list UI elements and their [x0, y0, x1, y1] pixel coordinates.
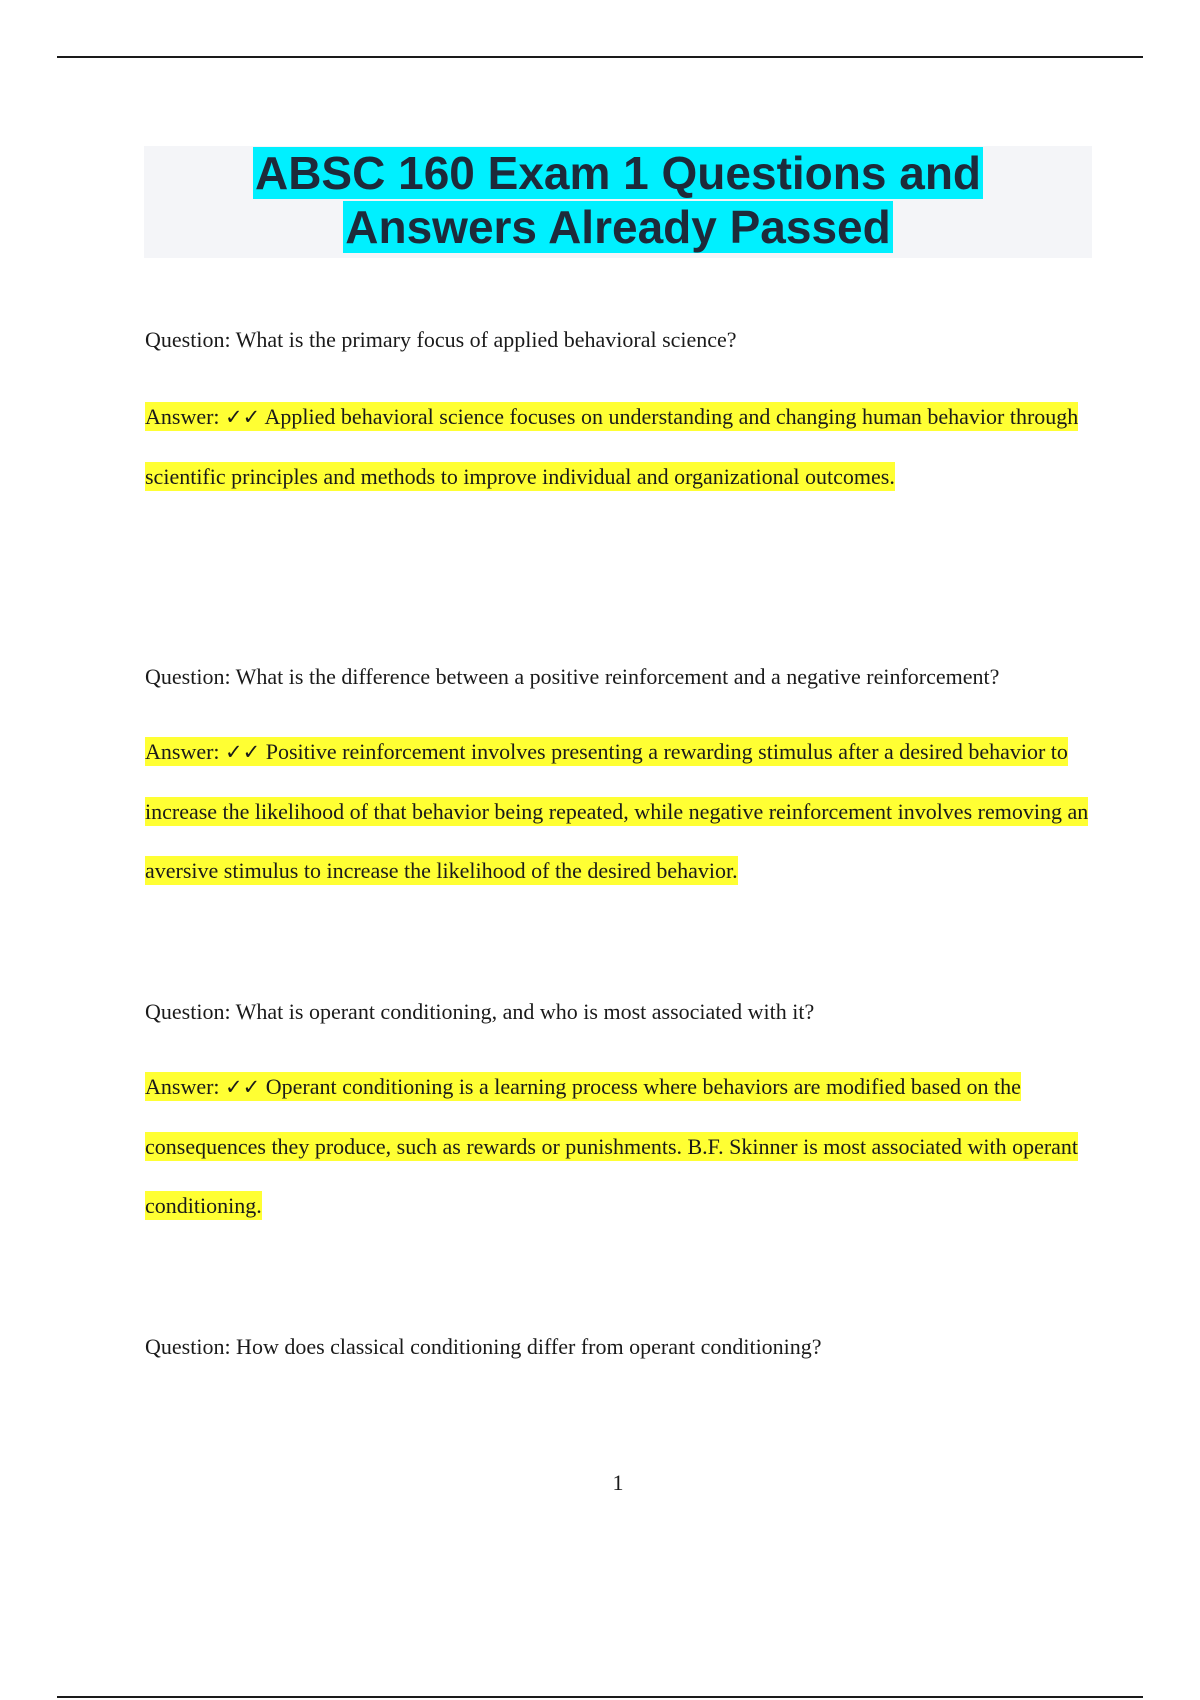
title-line-2: Answers Already Passed — [345, 201, 891, 253]
qa-item-3 — [145, 998, 1095, 1235]
answer-highlight — [145, 1072, 1078, 1220]
title-banner — [144, 146, 1092, 258]
question-text: Question: What is operant conditioning, and who is most associated with it? — [145, 999, 815, 1024]
answer-highlight — [145, 737, 1088, 885]
title-line-1: ABSC 160 Exam 1 Questions and — [254, 147, 982, 199]
document-title — [144, 146, 1092, 254]
page-number: 1 — [612, 1470, 624, 1495]
answer-block — [145, 1057, 1095, 1235]
answer-highlight — [145, 402, 1078, 491]
top-rule — [57, 56, 1143, 58]
answer-text: Applied behavioral science focuses on understanding and changing human behavior through scientific principles and methods to improve individual and organizational outcomes. — [145, 404, 1079, 489]
bottom-rule — [57, 1696, 1143, 1698]
answer-block — [145, 387, 1095, 506]
double-check-icon: ✓✓ — [225, 1075, 261, 1099]
answer-text: Operant conditioning is a learning process where behaviors are modified based on the consequences they produce, such as rewards or punishments. B.F. Skinner is most associated with operant conditioning. — [145, 1074, 1079, 1218]
qa-item-4 — [145, 1333, 1095, 1361]
question-text: Question: How does classical conditioning differ from operant conditioning? — [145, 1334, 822, 1359]
qa-item-2 — [145, 663, 1095, 900]
double-check-icon: ✓✓ — [225, 405, 261, 429]
answer-block — [145, 722, 1095, 900]
answer-label: Answer: — [145, 404, 220, 429]
question-text: Question: What is the primary focus of applied behavioral science? — [145, 327, 737, 352]
question-text: Question: What is the difference between a positive reinforcement and a negative reinforcement? — [145, 664, 1000, 689]
qa-item-1 — [145, 326, 1095, 506]
answer-text: Positive reinforcement involves presenting a rewarding stimulus after a desired behavior to increase the likelihood of that behavior being repeated, while negative reinforcement involves removing an aversive stimulus to increase the likelihood of the desired behavior. — [145, 739, 1089, 883]
answer-label: Answer: — [145, 1074, 220, 1099]
answer-label: Answer: — [145, 739, 220, 764]
double-check-icon: ✓✓ — [225, 740, 261, 764]
